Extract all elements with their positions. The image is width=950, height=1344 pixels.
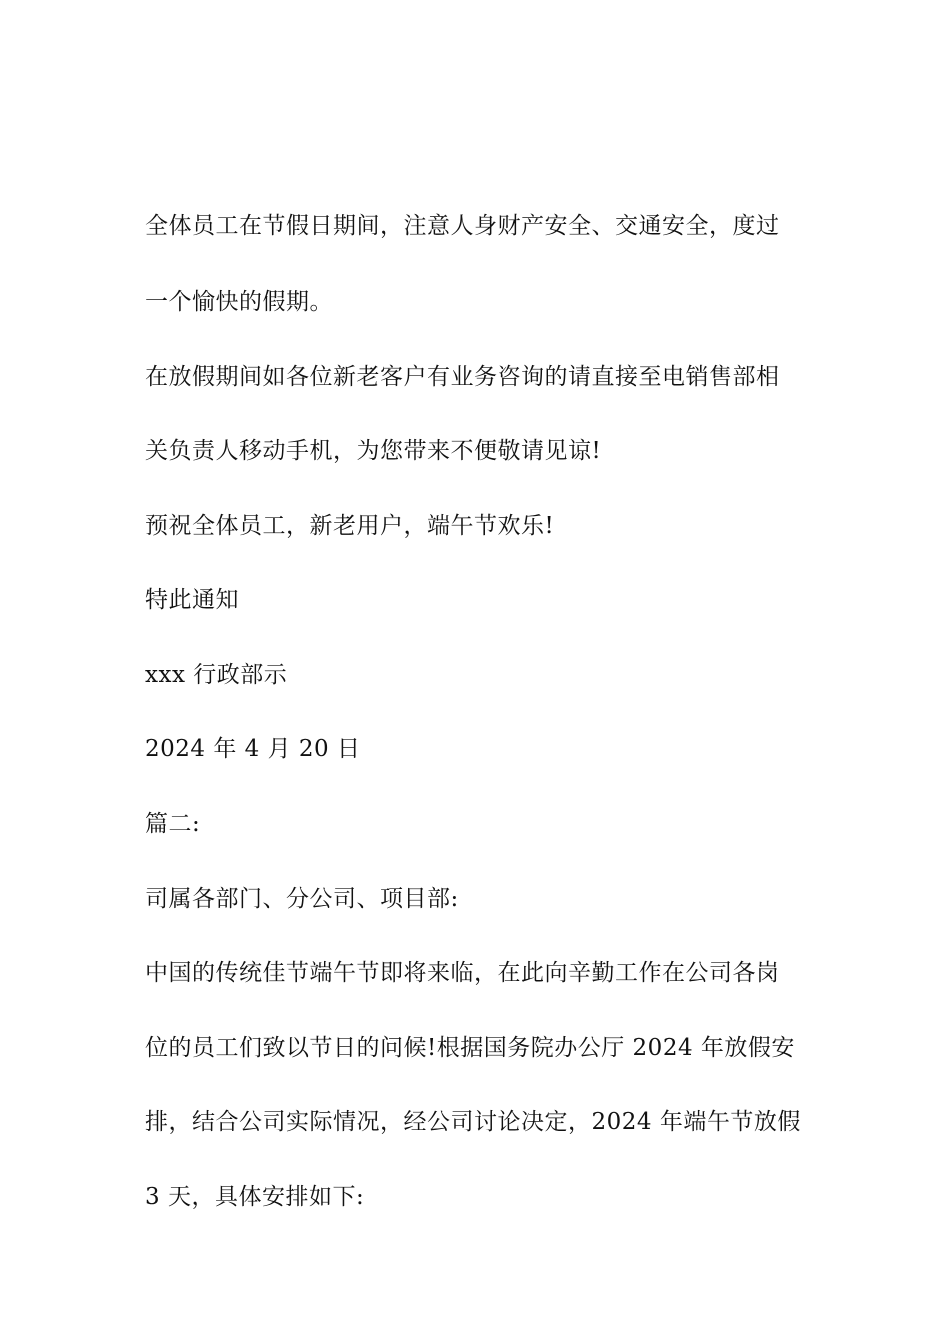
paragraph-line: 关负责人移动手机，为您带来不便敬请见谅! — [145, 438, 602, 464]
notice-closing: 特此通知 — [145, 587, 239, 613]
paragraph-line: 位的员工们致以节日的问候!根据国务院办公厅 2024 年放假安 — [145, 1035, 795, 1061]
paragraph-line: 预祝全体员工，新老用户，端午节欢乐! — [145, 513, 555, 539]
paragraph-line: 中国的传统佳节端午节即将来临，在此向辛勤工作在公司各岗 — [145, 960, 780, 986]
paragraph-line: 3 天，具体安排如下: — [145, 1184, 365, 1210]
section-heading: 篇二: — [145, 811, 201, 837]
paragraph-line: 全体员工在节假日期间，注意人身财产安全、交通安全，度过 — [145, 213, 780, 239]
signature-department: xxx 行政部示 — [145, 662, 288, 688]
salutation: 司属各部门、分公司、项目部: — [145, 886, 459, 912]
paragraph-line: 一个愉快的假期。 — [145, 289, 333, 315]
paragraph-line: 在放假期间如各位新老客户有业务咨询的请直接至电销售部相 — [145, 364, 780, 390]
paragraph-line: 排，结合公司实际情况，经公司讨论决定，2024 年端午节放假 — [145, 1109, 801, 1135]
signature-date: 2024 年 4 月 20 日 — [145, 736, 361, 762]
